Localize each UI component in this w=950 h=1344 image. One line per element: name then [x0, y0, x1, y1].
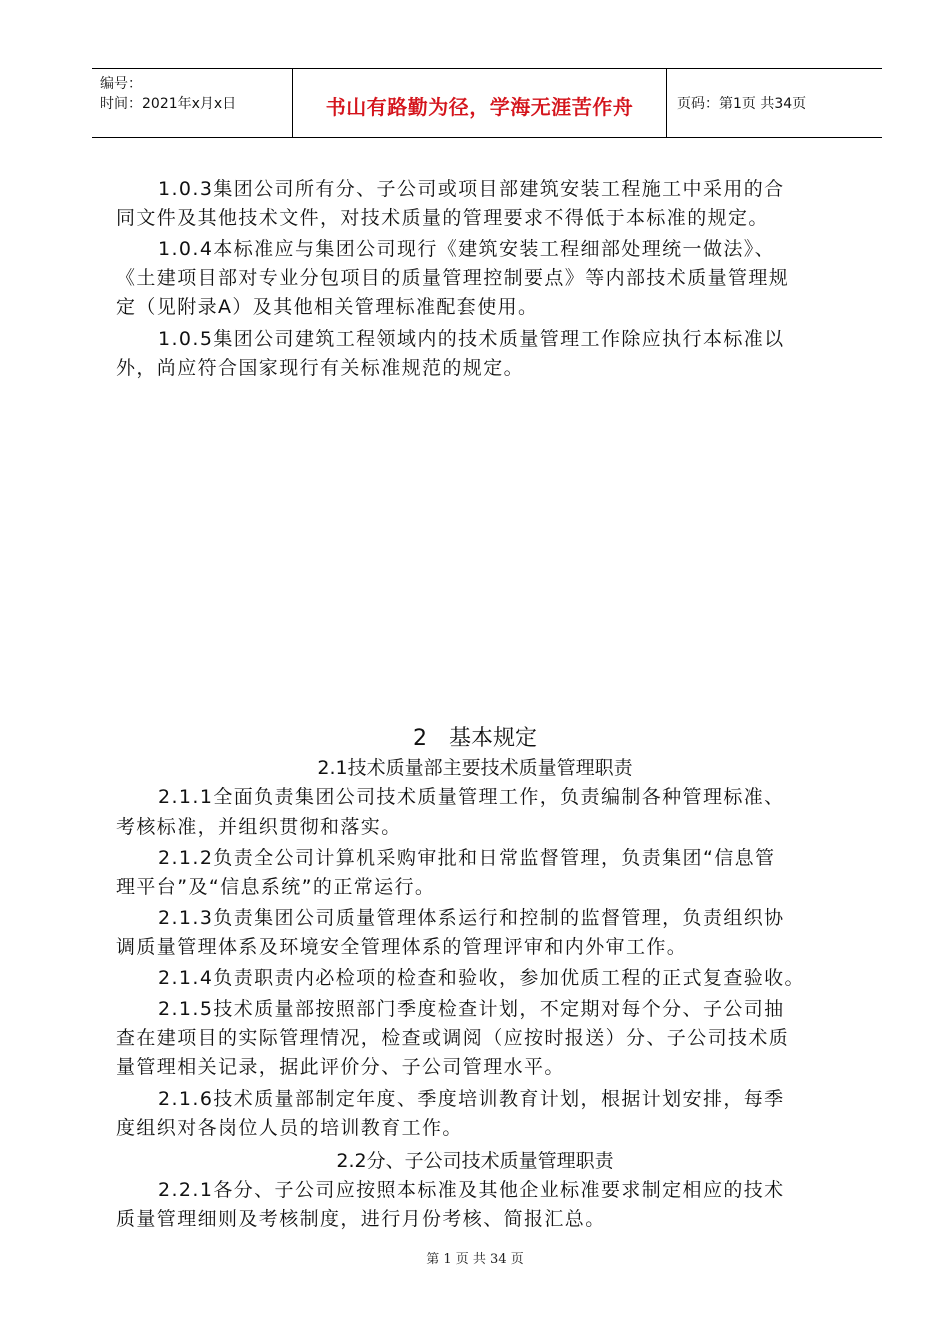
page-info: 页码：第1页 共34页	[677, 96, 807, 112]
chapter-title: 2 基本规定	[413, 726, 537, 751]
paragraph-line: 2.1.6技术质量部制定年度、季度培训教育计划，根据计划安排，每季	[158, 1088, 785, 1110]
paragraph-line: 2.1.3负责集团公司质量管理体系运行和控制的监督管理，负责组织协	[158, 907, 785, 929]
paragraph-line: 外，尚应符合国家现行有关标准规范的规定。	[116, 357, 525, 379]
paragraph-line: 质量管理细则及考核制度，进行月份考核、简报汇总。	[116, 1208, 606, 1230]
page-footer: 第 1 页 共 34 页	[426, 1252, 524, 1267]
paragraph-line: 2.2.1各分、子公司应按照本标准及其他企业标准要求制定相应的技术	[158, 1179, 785, 1201]
paragraph-line: 2.1.4负责职责内必检项的检查和验收，参加优质工程的正式复查验收。	[158, 967, 805, 989]
paragraph-line: 度组织对各岗位人员的培训教育工作。	[116, 1117, 463, 1139]
paragraph-line: 调质量管理体系及环境安全管理体系的管理评审和内外审工作。	[116, 936, 688, 958]
paragraph-line: 定（见附录A）及其他相关管理标准配套使用。	[116, 296, 539, 318]
header-motto: 书山有路勤为径，学海无涯苦作舟	[325, 95, 634, 119]
paragraph-line: 2.1.1全面负责集团公司技术质量管理工作，负责编制各种管理标准、	[158, 786, 785, 808]
paragraph-line: 同文件及其他技术文件，对技术质量的管理要求不得低于本标准的规定。	[116, 207, 769, 229]
paragraph-line: 考核标准，并组织贯彻和落实。	[116, 816, 402, 838]
header-left-cell	[92, 69, 293, 137]
header-right-cell	[667, 69, 882, 137]
paragraph-line: 2.1.5技术质量部按照部门季度检查计划，不定期对每个分、子公司抽	[158, 998, 785, 1020]
section-title: 2.2分、子公司技术质量管理职责	[336, 1150, 614, 1172]
paragraph-line: 查在建项目的实际管理情况，检查或调阅（应按时报送）分、子公司技术质	[116, 1027, 790, 1049]
section-title: 2.1技术质量部主要技术质量管理职责	[317, 757, 633, 779]
paragraph-line: 2.1.2负责全公司计算机采购审批和日常监督管理，负责集团“信息管	[158, 847, 776, 869]
page-header	[92, 68, 882, 138]
code-label: 编号：	[100, 76, 142, 92]
paragraph-line: 1.0.3集团公司所有分、子公司或项目部建筑安装工程施工中采用的合	[158, 178, 785, 200]
paragraph-line: 《土建项目部对专业分包项目的质量管理控制要点》等内部技术质量管理规	[116, 267, 790, 289]
paragraph-line: 理平台”及“信息系统”的正常运行。	[116, 876, 436, 898]
paragraph-line: 1.0.4本标准应与集团公司现行《建筑安装工程细部处理统一做法》、	[158, 238, 776, 260]
paragraph-line: 量管理相关记录，据此评价分、子公司管理水平。	[116, 1056, 565, 1078]
header-center-cell	[293, 69, 667, 137]
paragraph-line: 1.0.5集团公司建筑工程领域内的技术质量管理工作除应执行本标准以	[158, 328, 785, 350]
time-label: 时间：2021年x月x日	[100, 96, 237, 112]
